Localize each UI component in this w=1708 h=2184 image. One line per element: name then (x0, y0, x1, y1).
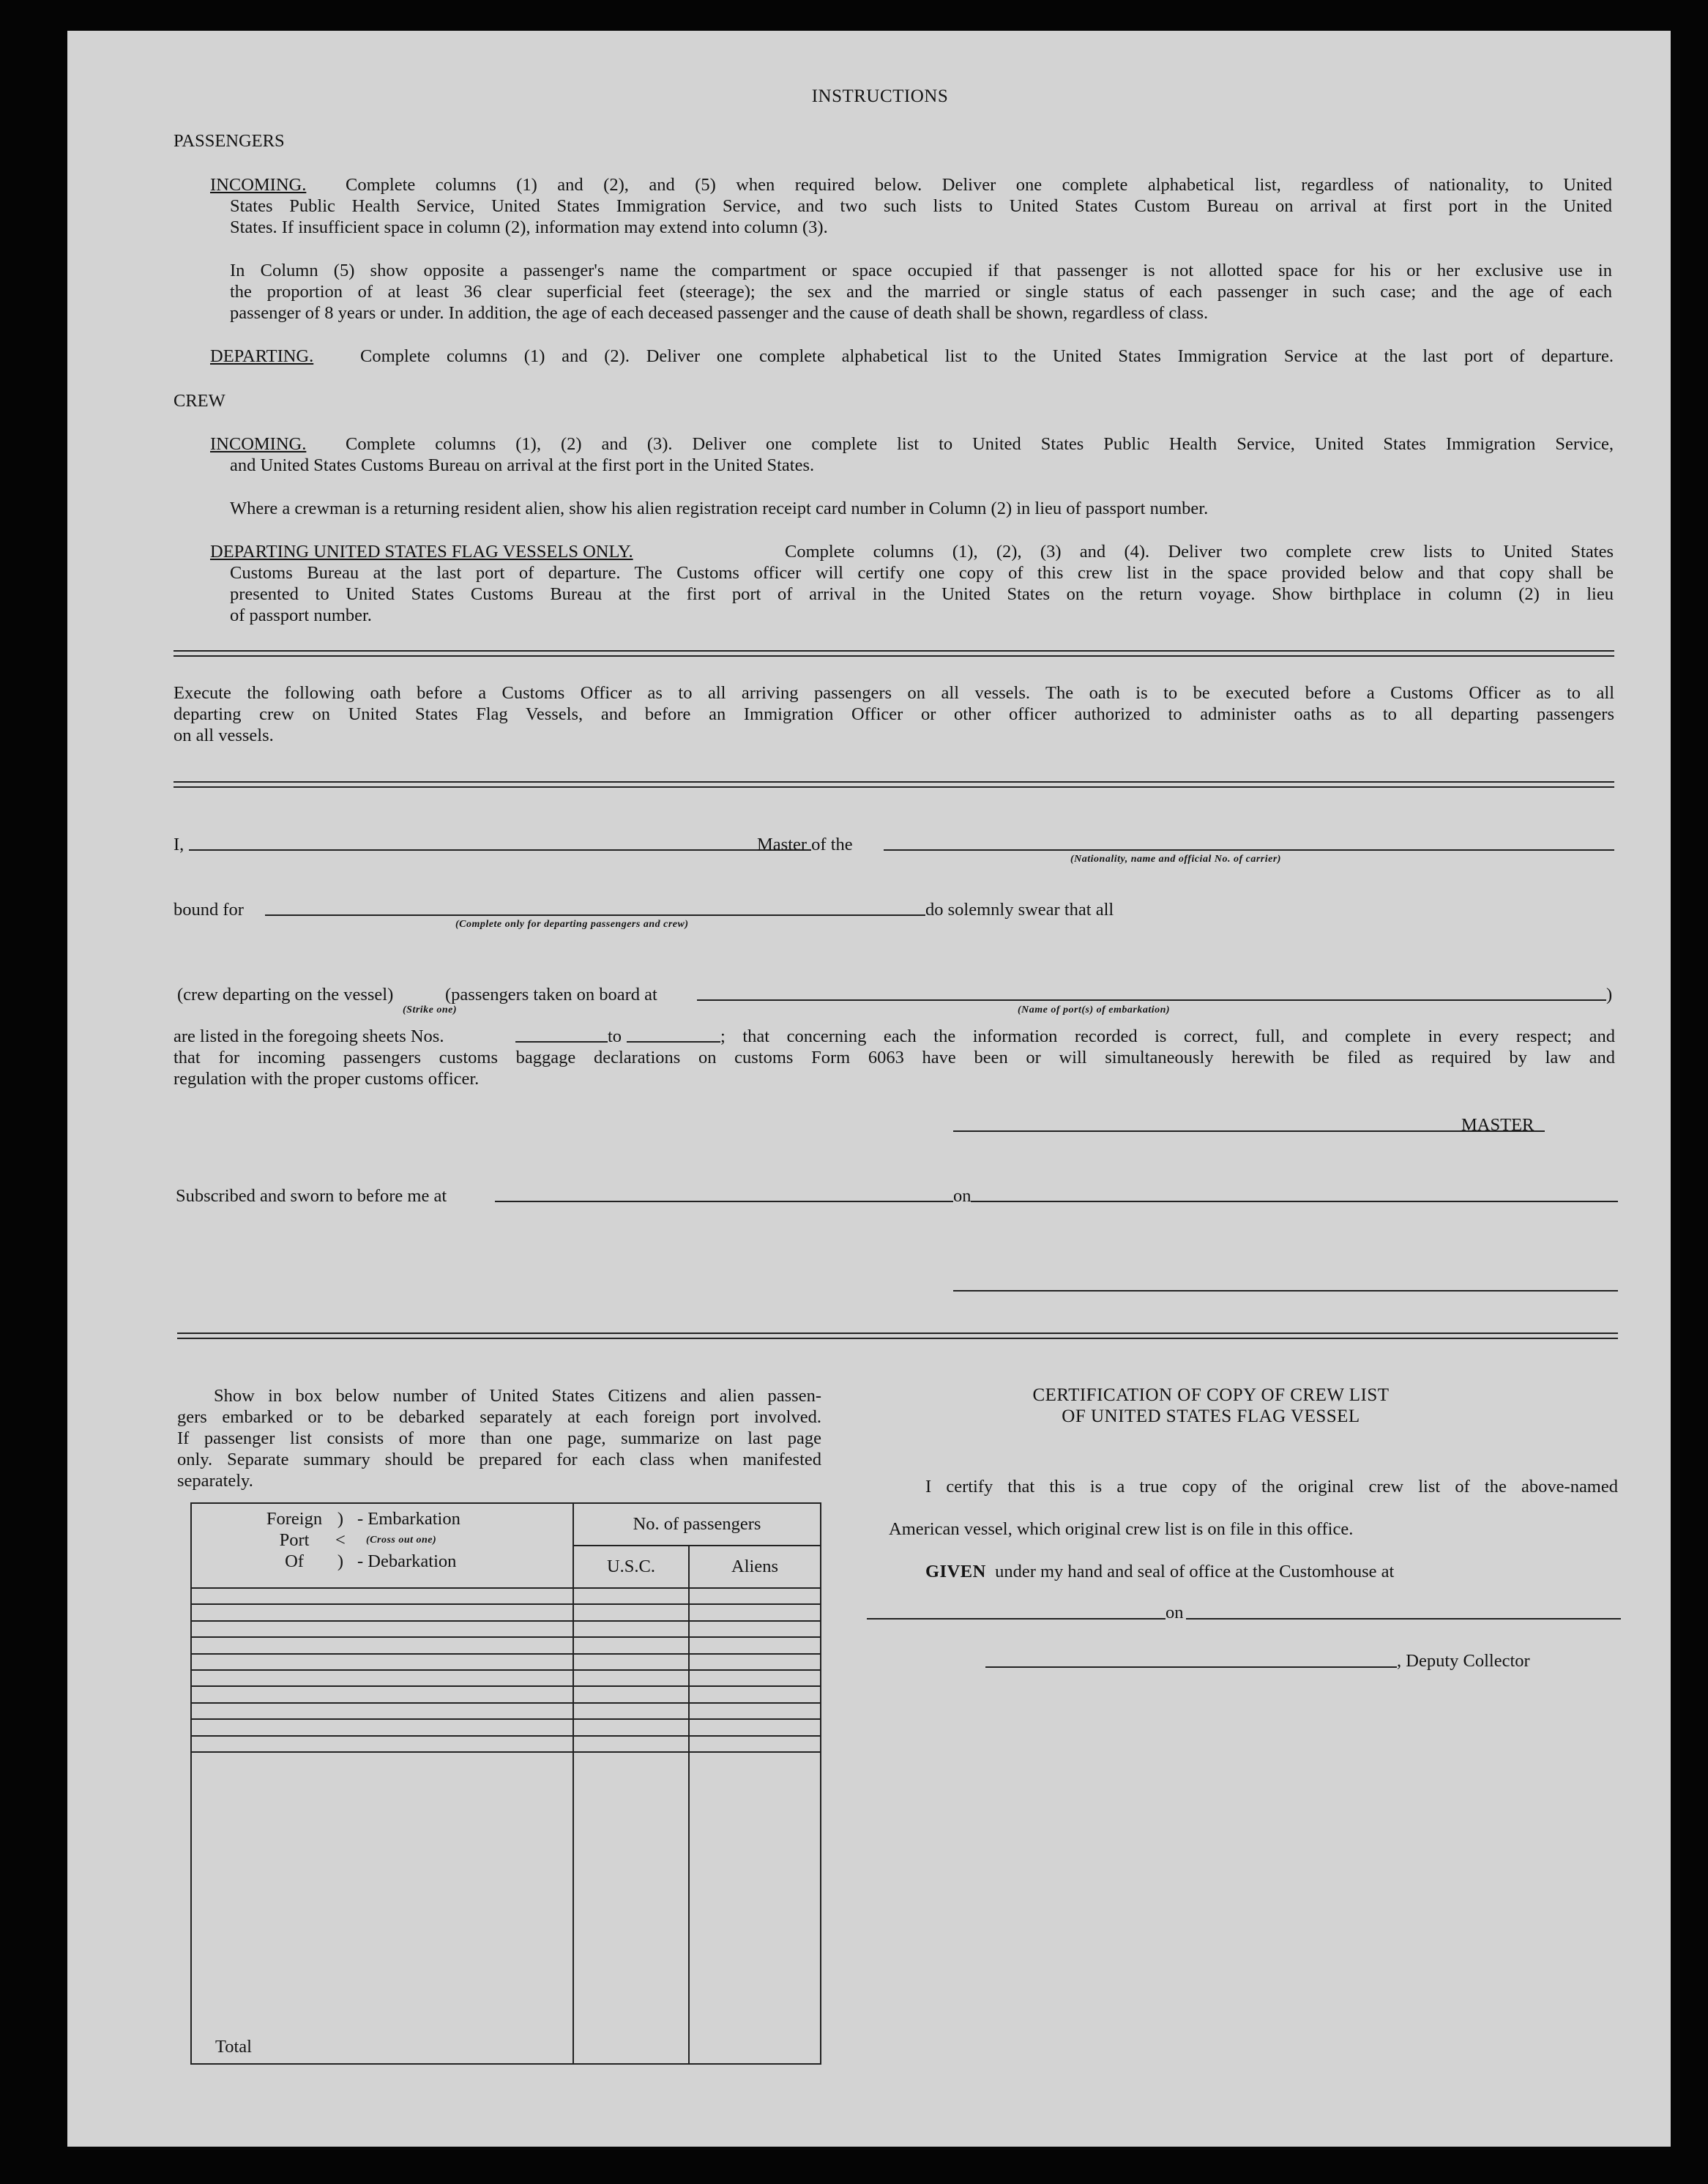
crew-departing-option: (crew departing on the vessel) (177, 985, 394, 1005)
certification-title-line2: OF UNITED STATES FLAG VESSEL (1062, 1406, 1360, 1426)
port-cell[interactable] (191, 1719, 573, 1735)
cert-date-field[interactable] (1186, 1618, 1621, 1620)
master-label: MASTER (1461, 1115, 1534, 1135)
divider (177, 1333, 1618, 1339)
port-cell[interactable] (191, 1736, 573, 1752)
master-of-the-label: Master of the (757, 835, 853, 854)
strike-note: (Strike one) (403, 1005, 458, 1015)
usc-cell[interactable] (573, 1703, 689, 1719)
port-cell[interactable] (191, 1686, 573, 1702)
crew-incoming-line1: Complete columns (1), (2) and (3). Deliver one complete list to United States Public Health Service, United States Immigration Service, (346, 434, 1614, 454)
port-cell[interactable] (191, 1637, 573, 1653)
table-row (191, 1670, 821, 1686)
aliens-header: Aliens (689, 1546, 821, 1588)
given-text: under my hand and seal of office at the Customhouse at (995, 1562, 1395, 1581)
usc-cell[interactable] (573, 1670, 689, 1686)
officer-signature-field[interactable] (953, 1290, 1618, 1292)
crew-departing-line1: Complete columns (1), (2), (3) and (4). Deliver two complete crew lists to United States (785, 542, 1614, 562)
carrier-field[interactable] (884, 849, 1614, 851)
table-row (191, 1686, 821, 1702)
table-row (191, 1719, 821, 1735)
usc-cell[interactable] (573, 1621, 689, 1637)
aliens-cell[interactable] (689, 1670, 821, 1686)
aliens-total-cell[interactable] (689, 1752, 821, 2064)
table-row (191, 1621, 821, 1637)
aliens-cell[interactable] (689, 1637, 821, 1653)
carrier-note: (Nationality, name and official No. of carrier) (1070, 854, 1281, 865)
sheets-label: are listed in the foregoing sheets Nos. (174, 1026, 444, 1046)
cross-out-note: (Cross out one) (366, 1535, 437, 1546)
oath-i-label: I, (174, 835, 184, 854)
brace-icon: ) < ) (335, 1509, 346, 1571)
table-row (191, 1604, 821, 1620)
cert-on-label: on (1166, 1603, 1184, 1622)
given-label: GIVEN (925, 1562, 986, 1581)
ports-note: (Name of port(s) of embarkation) (1018, 1005, 1171, 1015)
crew-departing-line4: of passport number. (230, 605, 372, 625)
sworn-place-field[interactable] (495, 1201, 953, 1202)
port-foreign-label: Foreign (266, 1509, 323, 1529)
passengers-departing-label: DEPARTING. (210, 346, 314, 366)
summary-line2: gers embarked or to be debarked separately at each foreign port involved. (177, 1407, 821, 1427)
port-cell[interactable] (191, 1621, 573, 1637)
bound-for-field[interactable] (265, 914, 925, 916)
crew-departing-line2: Customs Bureau at the last port of departure. The Customs officer will certify one copy of this crew list in the space provided below and that copy shall be (230, 563, 1614, 583)
deputy-signature-field[interactable] (985, 1666, 1397, 1668)
port-cell[interactable] (191, 1588, 573, 1604)
summary-line1: Show in box below number of United States Citizens and alien passen- (214, 1386, 821, 1406)
usc-cell[interactable] (573, 1654, 689, 1670)
bound-for-label: bound for (174, 900, 244, 920)
port-header (191, 1503, 573, 1588)
crew-heading: CREW (174, 391, 225, 411)
column5-line3: passenger of 8 years or under. In addition, the age of each deceased passenger and the cause of death shall be shown, regardless of class. (230, 303, 1209, 323)
passengers-heading: PASSENGERS (174, 131, 285, 151)
column5-line1: In Column (5) show opposite a passenger's name the compartment or space occupied if that passenger is not allotted space for his or her exclusive use in (230, 261, 1612, 280)
bound-for-note: (Complete only for departing passengers and crew) (455, 919, 689, 930)
aliens-cell[interactable] (689, 1621, 821, 1637)
passengers-taken-option: (passengers taken on board at (445, 985, 657, 1005)
usc-cell[interactable] (573, 1588, 689, 1604)
port-cell[interactable] (191, 1604, 573, 1620)
sheet-from-field[interactable] (515, 1041, 608, 1043)
baggage-declaration-text: that for incoming passengers customs baggage declarations on customs Form 6063 have been or will simultaneously herewith be filed as required by law and (174, 1048, 1615, 1067)
passengers-incoming-label: INCOMING. (210, 175, 307, 195)
aliens-cell[interactable] (689, 1686, 821, 1702)
sworn-on-label: on (953, 1186, 972, 1206)
deputy-collector-label: , Deputy Collector (1397, 1651, 1530, 1671)
master-name-field[interactable] (189, 849, 811, 851)
sheet-to-field[interactable] (627, 1041, 720, 1043)
usc-cell[interactable] (573, 1686, 689, 1702)
certify-text-line1: I certify that this is a true copy of the original crew list of the above-named (925, 1477, 1618, 1497)
instructions-title: INSTRUCTIONS (811, 86, 949, 106)
subscribed-label: Subscribed and sworn to before me at (176, 1186, 447, 1206)
master-signature-field[interactable] (953, 1130, 1545, 1132)
aliens-cell[interactable] (689, 1719, 821, 1735)
table-row (191, 1736, 821, 1752)
regulation-text: regulation with the proper customs officer. (174, 1069, 480, 1089)
port-port-label: Port (279, 1530, 310, 1550)
oath-intro-line2: departing crew on United States Flag Vessels, and before an Immigration Officer or other officer authorized to administer oaths as to all departing passengers (174, 704, 1614, 724)
aliens-cell[interactable] (689, 1703, 821, 1719)
close-paren: ) (1606, 985, 1613, 1005)
sworn-date-field[interactable] (971, 1201, 1618, 1202)
table-row (191, 1588, 821, 1604)
certification-title-line1: CERTIFICATION OF COPY OF CREW LIST (1032, 1385, 1390, 1405)
usc-cell[interactable] (573, 1604, 689, 1620)
total-row (191, 1752, 821, 2064)
passengers-incoming-line1: Complete columns (1) and (2), and (5) when required below. Deliver one complete alphabetical list, regardless of nationality, to United (346, 175, 1612, 195)
summary-line5: separately. (177, 1471, 253, 1491)
usc-cell[interactable] (573, 1736, 689, 1752)
embarkation-ports-field[interactable] (697, 999, 1606, 1001)
passengers-incoming-line3: States. If insufficient space in column (2), information may extend into column (3). (230, 217, 828, 237)
embarkation-option[interactable]: - Embarkation (357, 1509, 460, 1529)
crew-departing-label: DEPARTING UNITED STATES FLAG VESSELS ONLY. (210, 542, 633, 562)
passenger-summary-table (190, 1502, 821, 2065)
passengers-departing-text: Complete columns (1) and (2). Deliver one complete alphabetical list to the United States Immigration Service at the last port of departure. (360, 346, 1614, 366)
no-passengers-header: No. of passengers (573, 1503, 821, 1546)
crew-departing-line3: presented to United States Customs Bureau at the first port of arrival in the United States on the return voyage. Show birthplace in column (2) in lieu (230, 584, 1614, 604)
aliens-cell[interactable] (689, 1654, 821, 1670)
aliens-cell[interactable] (689, 1736, 821, 1752)
customhouse-field[interactable] (867, 1618, 1166, 1620)
crew-incoming-label: INCOMING. (210, 434, 307, 454)
crew-resident-text: Where a crewman is a returning resident alien, show his alien registration receipt card number in Column (2) in lieu of passport number. (230, 499, 1209, 518)
table-row (191, 1703, 821, 1719)
sheets-rest-text: ; that concerning each the information recorded is correct, full, and complete in every respect; and (720, 1026, 1615, 1046)
form-sheet (67, 31, 1671, 2147)
usc-header: U.S.C. (573, 1546, 689, 1588)
column5-line2: the proportion of at least 36 clear superficial feet (steerage); the sex and the married or single status of each passenger in such case; and the age of each (230, 282, 1612, 302)
usc-cell[interactable] (573, 1637, 689, 1653)
port-cell[interactable] (191, 1670, 573, 1686)
swear-text: do solemnly swear that all (925, 900, 1114, 920)
usc-total-cell[interactable] (573, 1752, 689, 2064)
oath-intro-line3: on all vessels. (174, 726, 274, 745)
certify-text-line2: American vessel, which original crew list is on file in this office. (889, 1519, 1354, 1539)
aliens-cell[interactable] (689, 1588, 821, 1604)
table-row (191, 1654, 821, 1670)
divider (174, 781, 1614, 788)
port-cell[interactable] (191, 1703, 573, 1719)
total-label: Total (191, 1752, 573, 2064)
crew-incoming-line2: and United States Customs Bureau on arrival at the first port in the United States. (230, 455, 815, 475)
table-row (191, 1637, 821, 1653)
usc-cell[interactable] (573, 1719, 689, 1735)
summary-line4: only. Separate summary should be prepared for each class when manifested (177, 1450, 821, 1469)
port-of-label: Of (285, 1551, 304, 1571)
oath-intro-line1: Execute the following oath before a Customs Officer as to all arriving passengers on all vessels. The oath is to be executed before a Customs Officer as to all (174, 683, 1614, 703)
debarkation-option[interactable]: - Debarkation (357, 1551, 457, 1571)
aliens-cell[interactable] (689, 1604, 821, 1620)
divider (174, 650, 1614, 657)
summary-line3: If passenger list consists of more than one page, summarize on last page (177, 1428, 821, 1448)
port-cell[interactable] (191, 1654, 573, 1670)
sheets-to-label: to (608, 1026, 622, 1046)
passengers-incoming-line2: States Public Health Service, United States Immigration Service, and two such lists to United States Custom Bureau on arrival at first port in the United (230, 196, 1612, 216)
